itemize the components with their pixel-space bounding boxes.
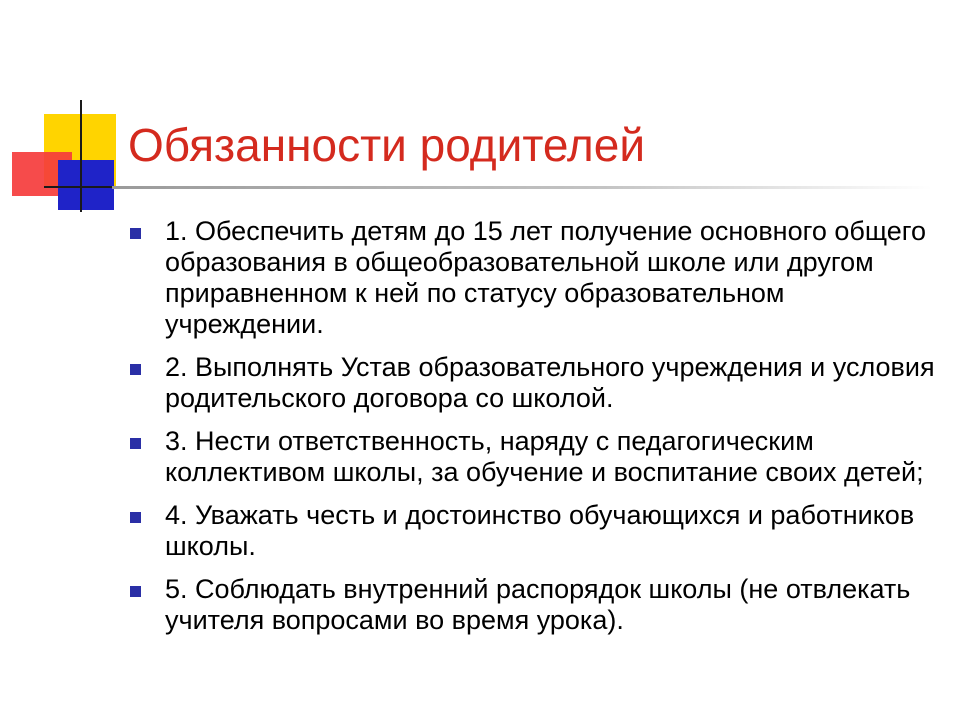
list-item-text: 5. Соблюдать внутренний распорядок школы (не отвлекать учителя вопросами во время урока). bbox=[165, 574, 911, 635]
list-item bbox=[130, 574, 940, 636]
bullet-list bbox=[130, 216, 940, 648]
logo-blue-square bbox=[58, 160, 114, 210]
list-item bbox=[130, 352, 940, 414]
square-bullet-icon bbox=[130, 512, 141, 523]
list-item-text: 3. Нести ответственность, наряду с педагогическим коллективом школы, за обучение и воспитание своих детей; bbox=[165, 426, 924, 487]
list-item bbox=[130, 500, 940, 562]
square-bullet-icon bbox=[130, 438, 141, 449]
list-item-text: 4. Уважать честь и достоинство обучающихся и работников школы. bbox=[165, 500, 915, 561]
square-bullet-icon bbox=[130, 364, 141, 375]
title-underline bbox=[112, 186, 932, 189]
list-item bbox=[130, 426, 940, 488]
logo-vertical-line bbox=[80, 100, 82, 212]
list-item bbox=[130, 216, 940, 340]
square-bullet-icon bbox=[130, 586, 141, 597]
slide-title: Обязанности родителей bbox=[128, 119, 646, 171]
list-item-text: 2. Выполнять Устав образовательного учреждения и условия родительского договора со школой. bbox=[165, 352, 935, 413]
list-item-text: 1. Обеспечить детям до 15 лет получение основного общего образования в общеобразовательной школе или другом приравненном к ней по статусу образовательном учреждении. bbox=[165, 216, 927, 339]
square-bullet-icon bbox=[130, 228, 141, 239]
